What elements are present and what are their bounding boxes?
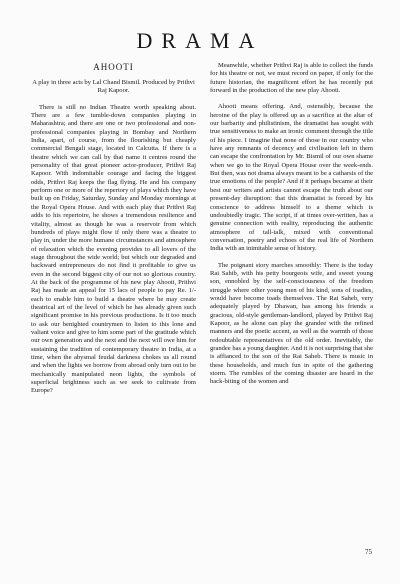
paragraph: Ahooti means offering. And, ostensibly, because the heroine of the play is offered up as a sacrifice at the altar of our barbarity and philistinism, the dramatist has sought with true sensitiveness to make an ironic comment through the title of his piece. I imagine that none of those in our country who have any remnants of decency and civilisation left in them can escape the confrontation by Mr. Bismil of our own shame when we go to the Royal Opera House over the week-ends. But then, was not drama always meant to be a catharsis of the true emotions of the people? And if it perhaps became at their best our writers and artists cannot escape the truth about our present-day disruption: that this dramatist is forced by his conscience to address himself to a theme which is undoubtedly tragic. The script, if at times over-written, has a genuine connection with reality, reproducing the authentic atmosphere of tall-talk, mixed with conventional conversation, poetry and echoes of the real life of Northern India with an inimitable sense of history. [210,103,373,253]
article-byline: A play in three acts by Lal Chand Bismil. Produced by Prithvi Raj Kapoor. [32,79,195,95]
left-column [31,62,196,396]
page-number: 75 [365,548,372,556]
paragraph: There is still no Indian Theatre worth speaking about. There are a few tumble-down companies playing in Maharashtra; and there are one or two professional and non-professional companies playing in Bombay and Northern India, apart, of course, from the flourishing but cheaply commercial Bengali stage, located in Calcutta. If there is a theatre which we can call by that name it centres round the personality of that great pioneer actor-producer, Prithvi Raj Kapoor. With indomitable courage and facing the biggest odds, Prithvi Raj keeps the flag flying. He and his company perform one or more of the repertory of plays which they have built up on Friday, Saturday, Sunday and Monday mornings at the Royal Opera House. And with each play that Prithvi Raj adds to his repertoire, he shows a tremendous resilience and vitality, almost as though he was a reservoir from which hundreds of plays might flow if only there was a theatre to play in, under the more humane circumstances and atmosphere of relaxation which the evening provides to all lovers of the stage throughout the wide world; but which our degraded and backward entrepreneurs do not find it profitable to give us even in the second biggest city of our not so glorious country. At the back of the programme of his new play Ahooti, Prithvi Raj has made an appeal for 15 lacs of people to pay Re. 1/- each to enable him to build a theatre where he may create theatrical art of the level of which he has already given such significant promise in his previous productions. Is it too much to ask our benighted countrymen to listen to this lone and valiant voice and give to him some part of the gratitude which our own generation and the next and the next will owe him for sustaining the tradition of contemporary theatre in India, at a time, when the abysmal feudal darkness chokes us all round and when the lights we borrow from abroad only turn out to be mechanically manipulated neon lights, the symbols of superficial brightness such as we seek to cultivate from Europe? [31,103,196,395]
section-heading: DRAMA [136,28,264,53]
paragraph: The poignant story marches smoothly: There is the today Rai Sahib, with his petty bourgeois wife, and sweet young son, ennobled by the self-consciousness of the freedom struggle where other young men of his kind, sons of toadies, would have become toads themselves. The Rai Saheb, very adequately played by Dhawan, has among his friends a gracious, old-style gentleman-landlord, played by Prithvi Raj Kapoor, as he alone can play the grandee with the refined manners and the poetic accent, as well as the warmth of those redoubtable representatives of the old order. Inevitably, the grandee has a young daughter. And it is not surprising that she is affianced to the son of the Rai Saheb. There is music in these households, and much fun in spite of the gathering storm. The rumbles of the coming disaster are heard in the back-biting of the women and [210,261,373,386]
article-title: AHOOTI [93,62,134,72]
right-column [210,62,373,387]
paragraph: Meanwhile, whether Prithvi Raj is able to collect the funds for his theatre or not, we must record on paper, if only for the future historian, the magnificent effort he has recently put forward in the production of the new play Ahooti. [210,62,373,95]
